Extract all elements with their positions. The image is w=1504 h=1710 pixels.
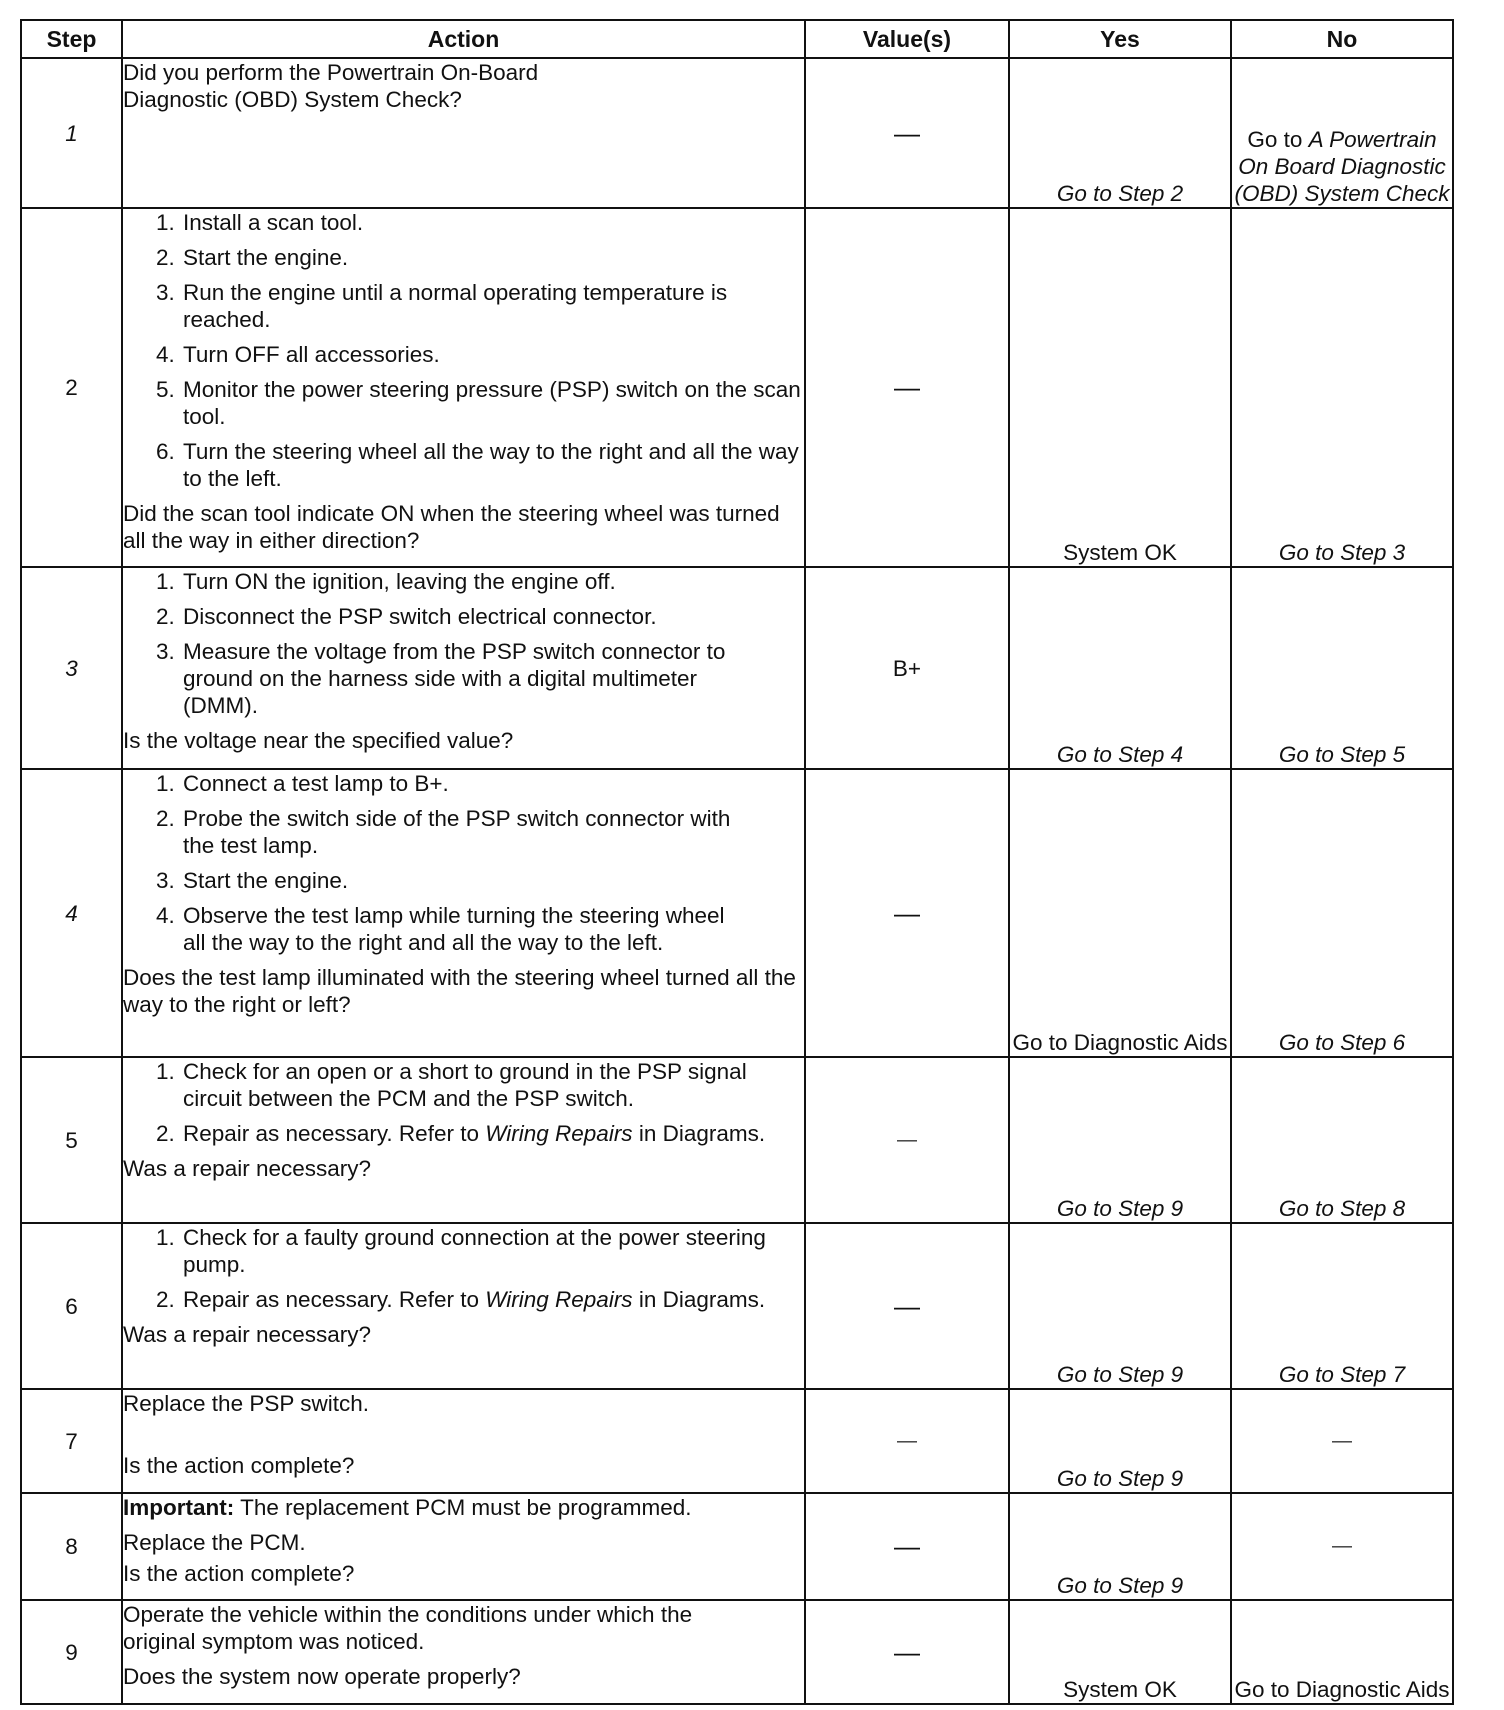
list-item: 3. Run the engine until a normal operating temperature is reached.: [181, 279, 804, 333]
table-row: [21, 208, 1453, 567]
yes-result: Go to Step 4: [1009, 567, 1231, 769]
value-cell: —: [805, 1493, 1009, 1600]
list-item: 2. Disconnect the PSP switch electrical connector.: [181, 603, 804, 630]
list-item: 3. Measure the voltage from the PSP switch connector to ground on the harness side with a digital multimeter (DMM).: [181, 638, 804, 719]
action-question: Is the action complete?: [123, 1561, 355, 1586]
step-number: 1: [21, 58, 122, 208]
action-cell: [122, 769, 805, 1057]
list-item-text: Repair as necessary. Refer to: [183, 1121, 486, 1146]
list-item: [181, 1286, 804, 1313]
step-number: 9: [21, 1600, 122, 1704]
action-list: [123, 770, 804, 956]
important-note: [123, 1494, 804, 1521]
list-item: [181, 1120, 804, 1147]
table-row: [21, 1493, 1453, 1600]
no-result: Go to Step 3: [1231, 208, 1453, 567]
yes-result: Go to Step 9: [1009, 1223, 1231, 1389]
list-item: 1. Turn ON the ignition, leaving the engine off.: [181, 568, 804, 595]
action-list: [123, 209, 804, 492]
action-text: Did you perform the Powertrain On-Board Diagnostic (OBD) System Check?: [123, 60, 539, 112]
action-cell: [122, 58, 805, 208]
list-item: 1. Install a scan tool.: [181, 209, 804, 236]
list-item-text: Repair as necessary. Refer to: [183, 1287, 486, 1312]
action-list: [123, 1058, 804, 1147]
list-item: 2. Start the engine.: [181, 244, 804, 271]
action-cell: [122, 567, 805, 769]
diagnostic-table: [20, 19, 1454, 1705]
table-row: [21, 58, 1453, 208]
yes-result: Go to Step 9: [1009, 1493, 1231, 1600]
header-step: Step: [21, 20, 122, 58]
value-cell: —: [805, 1223, 1009, 1389]
header-no: No: [1231, 20, 1453, 58]
yes-result: Go to Diagnostic Aids: [1009, 769, 1231, 1057]
step-number: 4: [21, 769, 122, 1057]
list-item-text: in Diagrams.: [632, 1287, 766, 1312]
value-cell: —: [805, 1600, 1009, 1704]
action-question: Is the voltage near the specified value?: [123, 728, 514, 753]
yes-result: System OK: [1009, 208, 1231, 567]
action-cell: [122, 1057, 805, 1223]
header-action: Action: [122, 20, 805, 58]
action-cell: [122, 208, 805, 567]
list-item: 1. Connect a test lamp to B+.: [181, 770, 744, 797]
no-result: Go to Step 6: [1231, 769, 1453, 1057]
header-yes: Yes: [1009, 20, 1231, 58]
step-number: 6: [21, 1223, 122, 1389]
value-cell: —: [805, 208, 1009, 567]
table-row: [21, 567, 1453, 769]
list-item: 6. Turn the steering wheel all the way to the right and all the way to the left.: [181, 438, 804, 492]
list-item: 1. Check for a faulty ground connection at the power steering pump.: [181, 1224, 804, 1278]
no-result: —: [1231, 1389, 1453, 1493]
list-item-text: in Diagrams.: [632, 1121, 766, 1146]
list-item: 3. Start the engine.: [181, 867, 744, 894]
yes-result: Go to Step 2: [1009, 58, 1231, 208]
action-question: Does the test lamp illuminated with the steering wheel turned all the way to the right or left?: [123, 965, 796, 1017]
table-row: [21, 1389, 1453, 1493]
value-cell: B+: [805, 567, 1009, 769]
no-result: —: [1231, 1493, 1453, 1600]
action-list: [123, 568, 804, 719]
action-text: Replace the PCM.: [123, 1530, 306, 1555]
yes-result: System OK: [1009, 1600, 1231, 1704]
step-number: 2: [21, 208, 122, 567]
value-cell: —: [805, 769, 1009, 1057]
list-item: 4. Observe the test lamp while turning the steering wheel all the way to the right and all the way to the left.: [181, 902, 744, 956]
action-cell: [122, 1389, 805, 1493]
no-result: Go to Diagnostic Aids: [1231, 1600, 1453, 1704]
no-result-prefix: Go to: [1247, 127, 1309, 152]
action-cell: [122, 1493, 805, 1600]
step-number: 5: [21, 1057, 122, 1223]
table-row: [21, 1223, 1453, 1389]
action-text: Operate the vehicle within the conditions under which the original symptom was noticed.: [123, 1602, 693, 1654]
action-question: Does the system now operate properly?: [123, 1664, 521, 1689]
value-cell: —: [805, 58, 1009, 208]
list-item: 4. Turn OFF all accessories.: [181, 341, 804, 368]
list-item: 1. Check for an open or a short to ground in the PSP signal circuit between the PCM and the PSP switch.: [181, 1058, 804, 1112]
important-text: The replacement PCM must be programmed.: [234, 1495, 692, 1520]
action-cell: [122, 1223, 805, 1389]
value-cell: —: [805, 1389, 1009, 1493]
value-cell: —: [805, 1057, 1009, 1223]
no-result: Go to Step 8: [1231, 1057, 1453, 1223]
no-result-link: A Powertrain On Board Diagnostic (OBD) System Check: [1234, 127, 1450, 206]
yes-result: Go to Step 9: [1009, 1389, 1231, 1493]
list-item: 5. Monitor the power steering pressure (PSP) switch on the scan tool.: [181, 376, 804, 430]
important-label: Important:: [123, 1495, 235, 1520]
action-list: [123, 1224, 804, 1313]
table-row: [21, 1600, 1453, 1704]
action-question: Is the action complete?: [123, 1453, 355, 1478]
no-result: Go to Step 7: [1231, 1223, 1453, 1389]
list-item: 2. Probe the switch side of the PSP switch connector with the test lamp.: [181, 805, 744, 859]
no-result: [1231, 58, 1453, 208]
no-result: Go to Step 5: [1231, 567, 1453, 769]
table-row: [21, 1057, 1453, 1223]
action-question: Did the scan tool indicate ON when the steering wheel was turned all the way in either direction?: [123, 501, 780, 553]
header-values: Value(s): [805, 20, 1009, 58]
header-row: [21, 20, 1453, 58]
action-question: Was a repair necessary?: [123, 1322, 372, 1347]
step-number: 7: [21, 1389, 122, 1493]
wiring-repairs-reference: Wiring Repairs: [485, 1121, 633, 1146]
step-number: 8: [21, 1493, 122, 1600]
action-question: Was a repair necessary?: [123, 1156, 372, 1181]
table-row: [21, 769, 1453, 1057]
action-cell: [122, 1600, 805, 1704]
step-number: 3: [21, 567, 122, 769]
yes-result: Go to Step 9: [1009, 1057, 1231, 1223]
wiring-repairs-reference: Wiring Repairs: [485, 1287, 633, 1312]
action-text: Replace the PSP switch.: [123, 1391, 369, 1416]
